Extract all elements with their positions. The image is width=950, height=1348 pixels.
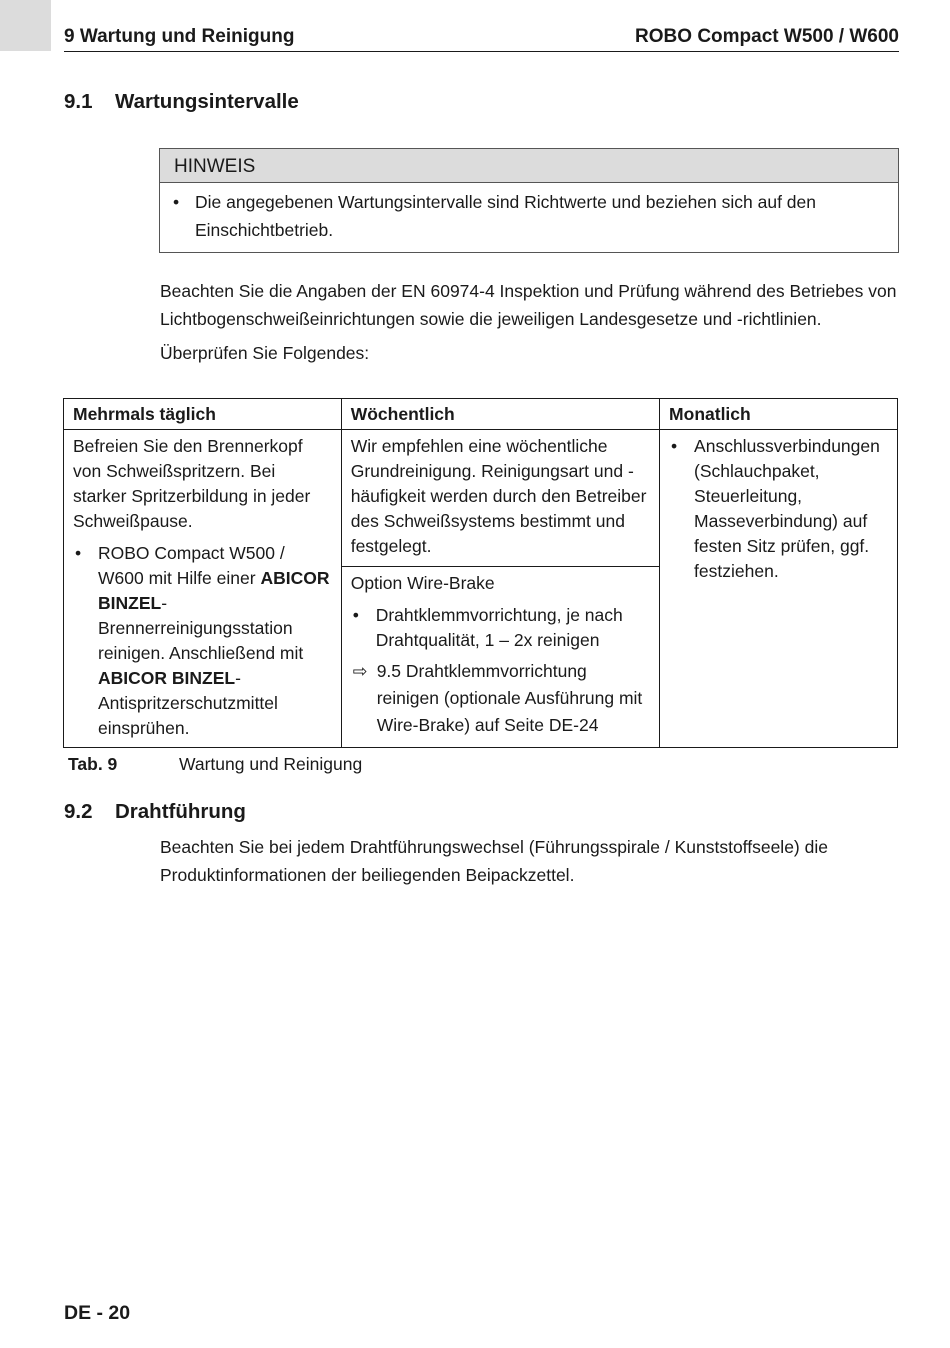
brand-name: ABICOR BINZEL [98, 568, 330, 613]
weekly-text: Wir empfehlen eine wöchentliche Grundreinigung. Reinigungsart und -häufigkeit werden durch den Betreiber des Schweißsystems bestimmt und festgelegt. [350, 436, 647, 556]
section-title: Wartungsintervalle [115, 90, 299, 113]
section-9-2-heading [64, 800, 246, 824]
standards-paragraph-line-2: Lichtbogenschweißeinrichtungen sowie die jeweiligen Landesgesetze und -richtlinien. [160, 308, 822, 329]
table-row [64, 430, 898, 567]
option-title: Option Wire-Brake [350, 573, 495, 594]
daily-bullet-text-2: -Brennerreinigungsstation reinigen. Anschließend mit [98, 593, 304, 663]
running-header [64, 26, 899, 52]
note-label: HINWEIS [160, 149, 898, 183]
check-intro-paragraph: Überprüfen Sie Folgendes: [160, 343, 370, 363]
note-text: Die angegebenen Wartungsintervalle sind Richtwerte und beziehen sich auf den Einschichtbetrieb. [195, 192, 816, 240]
monthly-bullet-text: Anschlussverbindungen (Schlauchpaket, Steuerleitung, Masseverbindung) auf festen Sitz prüfen, ggf. festziehen. [694, 436, 880, 581]
section-number: 9.1 [64, 90, 93, 113]
cell-option-wire-brake [341, 567, 659, 748]
table-caption [68, 754, 362, 775]
header-weekly: Wöchentlich [341, 399, 659, 430]
daily-intro-text: Befreien Sie den Brennerkopf von Schweißspritzern. Bei starker Spritzerbildung in jeder Schweißpause. [73, 436, 311, 531]
cell-monthly [660, 430, 898, 748]
standards-paragraph-line-1: Beachten Sie die Angaben der EN 60974-4 Inspektion und Prüfung während des Betriebes von [160, 281, 897, 301]
daily-bullet-text-3: -Antispritzerschutzmittel einsprühen. [98, 668, 278, 738]
daily-bullet-text-1: ROBO Compact W500 / W600 mit Hilfe einer [98, 543, 285, 588]
bullet-icon: • [173, 192, 180, 212]
bullet-icon: • [352, 605, 359, 626]
section-9-1-heading [64, 90, 299, 114]
chapter-tab-marker [0, 0, 51, 51]
section-number: 9.2 [64, 800, 93, 823]
header-monthly: Monatlich [660, 399, 898, 430]
note-box [159, 148, 899, 253]
standards-paragraph [160, 278, 897, 333]
page-number: DE - 20 [64, 1302, 131, 1324]
bullet-icon: • [671, 436, 678, 456]
daily-bullet-item [73, 541, 333, 741]
header-chapter-title: 9 Wartung und Reinigung [64, 26, 295, 47]
wire-guide-paragraph-line-1: Beachten Sie bei jedem Drahtführungswechsel (Führungsspirale / Kunststoffseele) die [160, 837, 828, 857]
cell-several-daily [64, 430, 342, 748]
wire-guide-paragraph-line-2: Produktinformationen der beiliegenden Beipackzettel. [160, 864, 575, 885]
cell-weekly [341, 430, 659, 567]
cross-reference-link[interactable] [351, 658, 651, 739]
note-body [160, 183, 898, 244]
maintenance-table [63, 398, 898, 748]
table-caption-text: Wartung und Reinigung [179, 754, 363, 774]
table-caption-label: Tab. 9 [68, 754, 118, 774]
monthly-bullet-item [669, 434, 889, 584]
header-product-name: ROBO Compact W500 / W600 [635, 26, 899, 47]
section-title: Drahtführung [115, 800, 246, 823]
option-bullet-text: Drahtklemmvorrichtung, je nach Drahtqualität, 1 – 2x reinigen [375, 605, 623, 651]
header-several-daily: Mehrmals täglich [64, 399, 342, 430]
option-bullet-item [351, 603, 651, 653]
wire-guide-paragraph [160, 834, 828, 889]
cross-reference-text: 9.5 Drahtklemmvorrichtung reinigen (optionale Ausführung mit Wire-Brake) auf Seite DE-24 [376, 661, 643, 736]
bullet-icon: • [75, 543, 82, 563]
arrow-right-icon: ⇨ [352, 661, 368, 682]
table-header-row [64, 399, 898, 430]
brand-name: ABICOR BINZEL [98, 668, 236, 688]
